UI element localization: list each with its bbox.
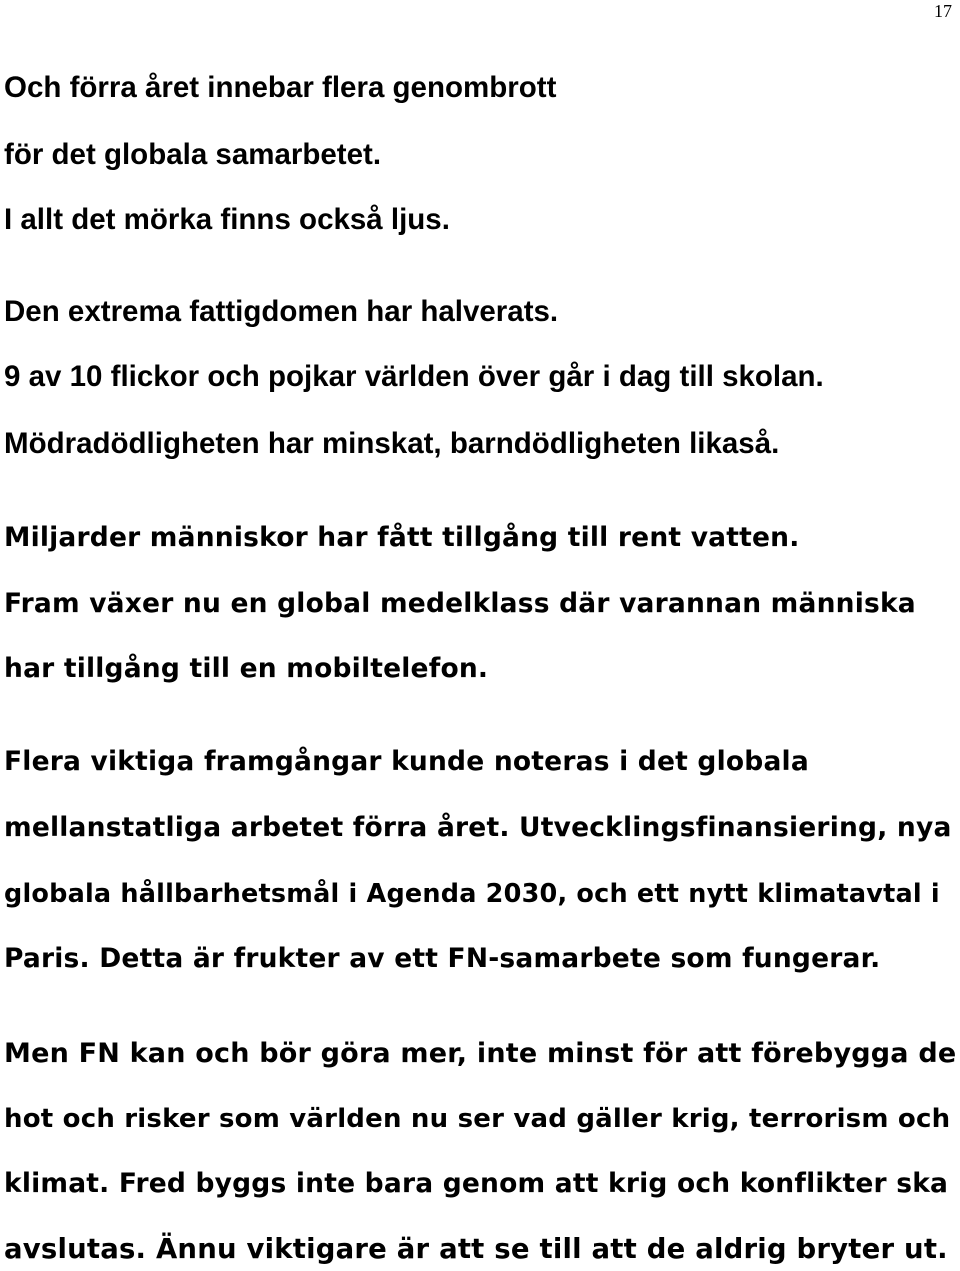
text-line: Men FN kan och bör göra mer, inte minst för att förebygga de: [4, 1038, 957, 1069]
text-line: Miljarder människor har fått tillgång till rent vatten.: [4, 522, 800, 553]
text-line: mellanstatliga arbetet förra året. Utvecklingsfinansiering, nya: [4, 812, 952, 843]
text-line: Flera viktiga framgångar kunde noteras i det globala: [4, 746, 809, 777]
text-line: avslutas. Ännu viktigare är att se till att de aldrig bryter ut.: [4, 1233, 948, 1265]
text-line: har tillgång till en mobiltelefon.: [4, 653, 489, 684]
text-line: Paris. Detta är frukter av ett FN-samarbete som fungerar.: [4, 943, 881, 974]
text-line: Och förra året innebar flera genombrott: [4, 71, 557, 104]
page-number: 17: [934, 1, 952, 21]
text-line: 9 av 10 flickor och pojkar världen över går i dag till skolan.: [4, 360, 824, 393]
text-line: I allt det mörka finns också ljus.: [4, 203, 450, 236]
text-line: hot och risker som världen nu ser vad gäller krig, terrorism och: [4, 1104, 951, 1134]
text-line: Den extrema fattigdomen har halverats.: [4, 295, 559, 328]
text-line: Mödradödligheten har minskat, barndödligheten likaså.: [4, 427, 780, 460]
text-line: Fram växer nu en global medelklass där varannan människa: [4, 588, 916, 619]
text-line: klimat. Fred byggs inte bara genom att krig och konflikter ska: [4, 1168, 949, 1199]
text-line: globala hållbarhetsmål i Agenda 2030, och ett nytt klimatavtal i: [4, 879, 940, 909]
text-line: för det globala samarbetet.: [4, 138, 382, 171]
